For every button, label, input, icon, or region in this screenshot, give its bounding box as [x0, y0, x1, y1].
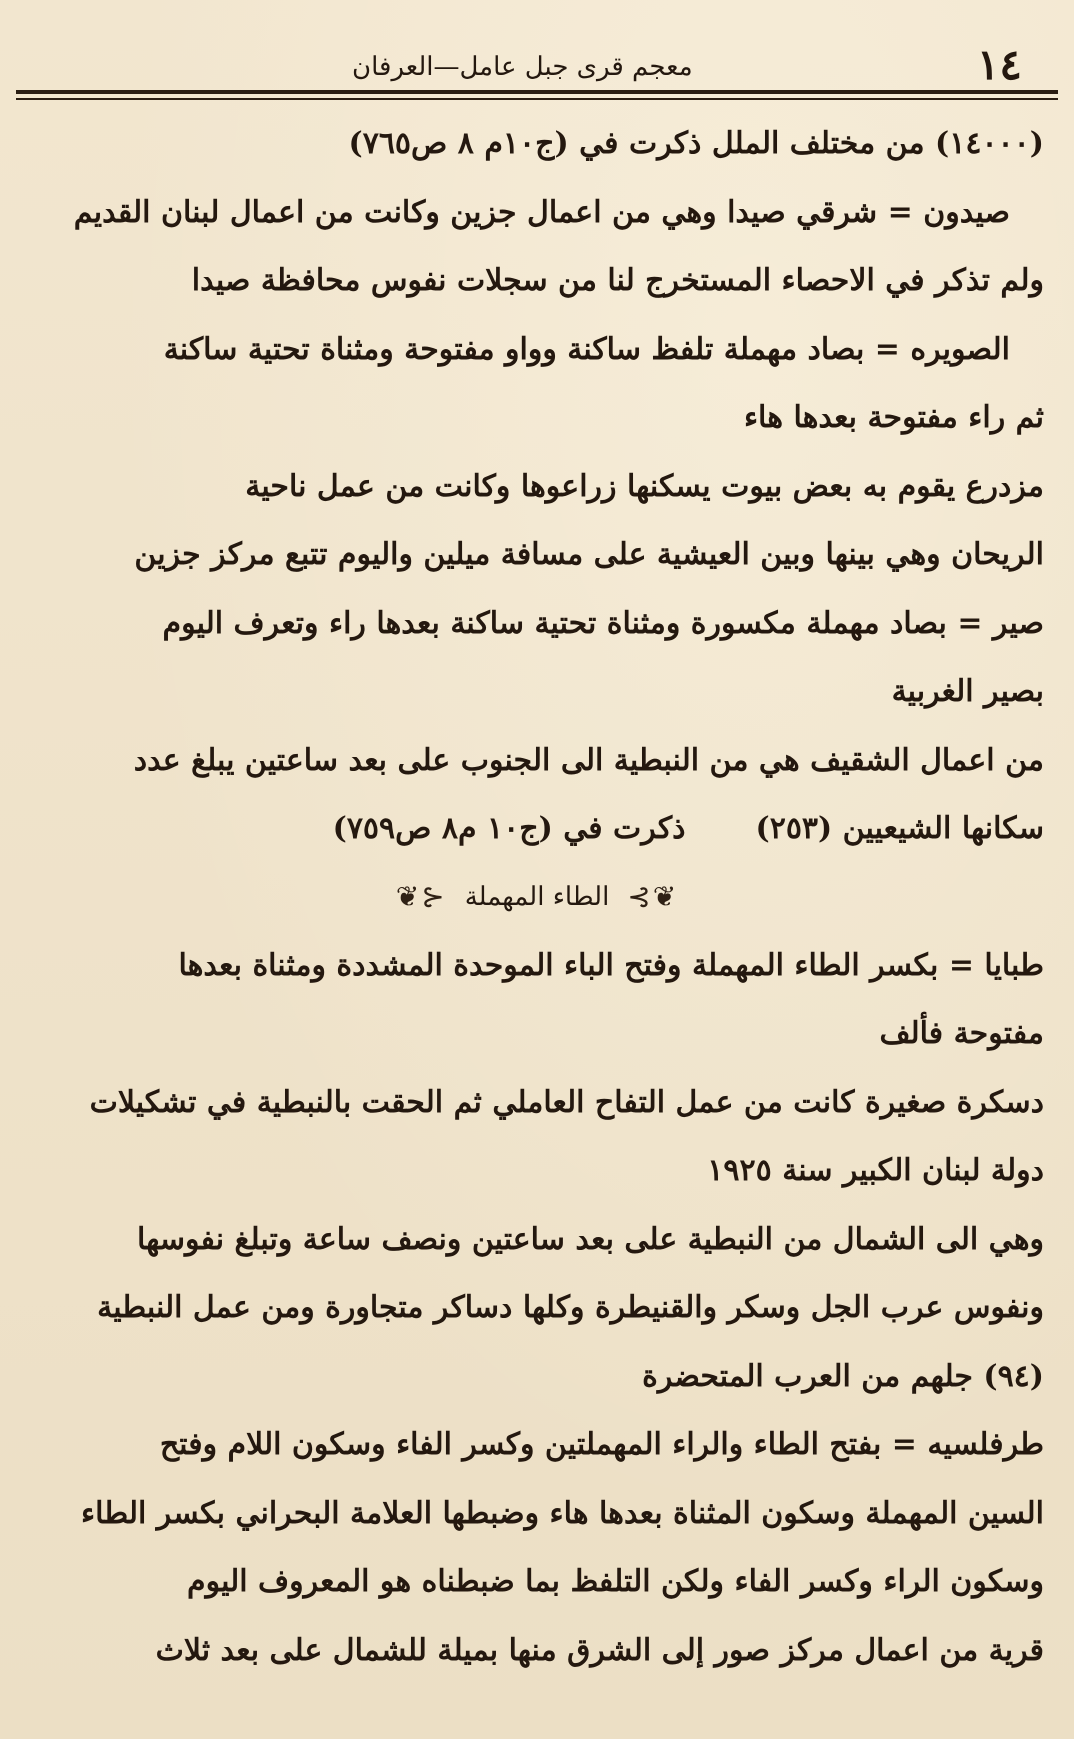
text-segment: ذكرت في (ج١٠ م٨ ص٧٥٩): [332, 811, 686, 846]
ornament-flourish-icon: ⊰❦: [395, 880, 447, 914]
text-line: السين المهملة وسكون المثناة بعدها هاء وضبطها العلامة البحراني بكسر الطاء: [81, 1495, 1044, 1531]
text-line: ثم راء مفتوحة بعدها هاء: [743, 400, 1044, 435]
text-line-with-reference: [30, 795, 1044, 864]
text-line: بصير الغربية: [891, 674, 1044, 709]
text-line: صير = بصاد مهملة مكسورة ومثناة تحتية ساكنة بعدها راء وتعرف اليوم: [162, 605, 1044, 641]
text-line: مزدرع يقوم به بعض بيوت يسكنها زراعوها وكانت من عمل ناحية: [245, 468, 1044, 504]
text-line: ولم تذكر في الاحصاء المستخرج لنا من سجلات نفوس محافظة صيدا: [191, 263, 1044, 298]
page-body: [16, 100, 1058, 1685]
text-line: الريحان وهي بينها وبين العيشية على مسافة ميلين واليوم تتبع مركز جزين: [134, 537, 1044, 572]
ornament-flourish-icon: ❦⊱: [627, 880, 679, 914]
text-segment: سكانها الشيعيين (٢٥٣): [755, 811, 1044, 846]
text-line: قرية من اعمال مركز صور إلى الشرق منها بميلة للشمال على بعد ثلاث: [155, 1632, 1044, 1668]
text-line: طرفلسيه = بفتح الطاء والراء المهملتين وكسر الفاء وسكون اللام وفتح: [159, 1427, 1044, 1462]
text-line: طبايا = بكسر الطاء المهملة وفتح الباء الموحدة المشددة ومثناة بعدها: [178, 947, 1044, 983]
text-line: وهي الى الشمال من النبطية على بعد ساعتين ونصف ساعة وتبلغ نفوسها: [136, 1221, 1044, 1257]
text-line: صيدون = شرقي صيدا وهي من اعمال جزين وكانت من اعمال لبنان القديم: [73, 194, 1010, 230]
text-line: (٩٤) جلهم من العرب المتحضرة: [642, 1358, 1044, 1394]
text-line: دسكرة صغيرة كانت من عمل التفاح العاملي ثم الحقت بالنبطية في تشكيلات: [89, 1084, 1044, 1120]
text-line: الصويره = بصاد مهملة تلفظ ساكنة وواو مفتوحة ومثناة تحتية ساكنة: [163, 331, 1010, 367]
page-header: [16, 28, 1058, 94]
section-heading: [30, 864, 1044, 932]
text-line: دولة لبنان الكبير سنة ١٩٢٥: [707, 1153, 1044, 1188]
text-line: من اعمال الشقيف هي من النبطية الى الجنوب على بعد ساعتين يبلغ عدد: [133, 742, 1044, 778]
text-line: وسكون الراء وكسر الفاء ولكن التلفظ بما ضبطناه هو المعروف اليوم: [187, 1564, 1044, 1599]
text-line: (١٤٠٠٠) من مختلف الملل ذكرت في (ج١٠م ٨ ص٧٦٥): [348, 126, 1044, 161]
section-heading-label: الطاء المهملة: [464, 882, 610, 913]
page-number: ١٤: [976, 40, 1022, 89]
text-line: مفتوحة فألف: [879, 1016, 1044, 1051]
running-title: معجم قرى جبل عامل—العرفان: [352, 52, 693, 82]
text-line: ونفوس عرب الجل وسكر والقنيطرة وكلها دساكر متجاورة ومن عمل النبطية: [97, 1290, 1044, 1325]
